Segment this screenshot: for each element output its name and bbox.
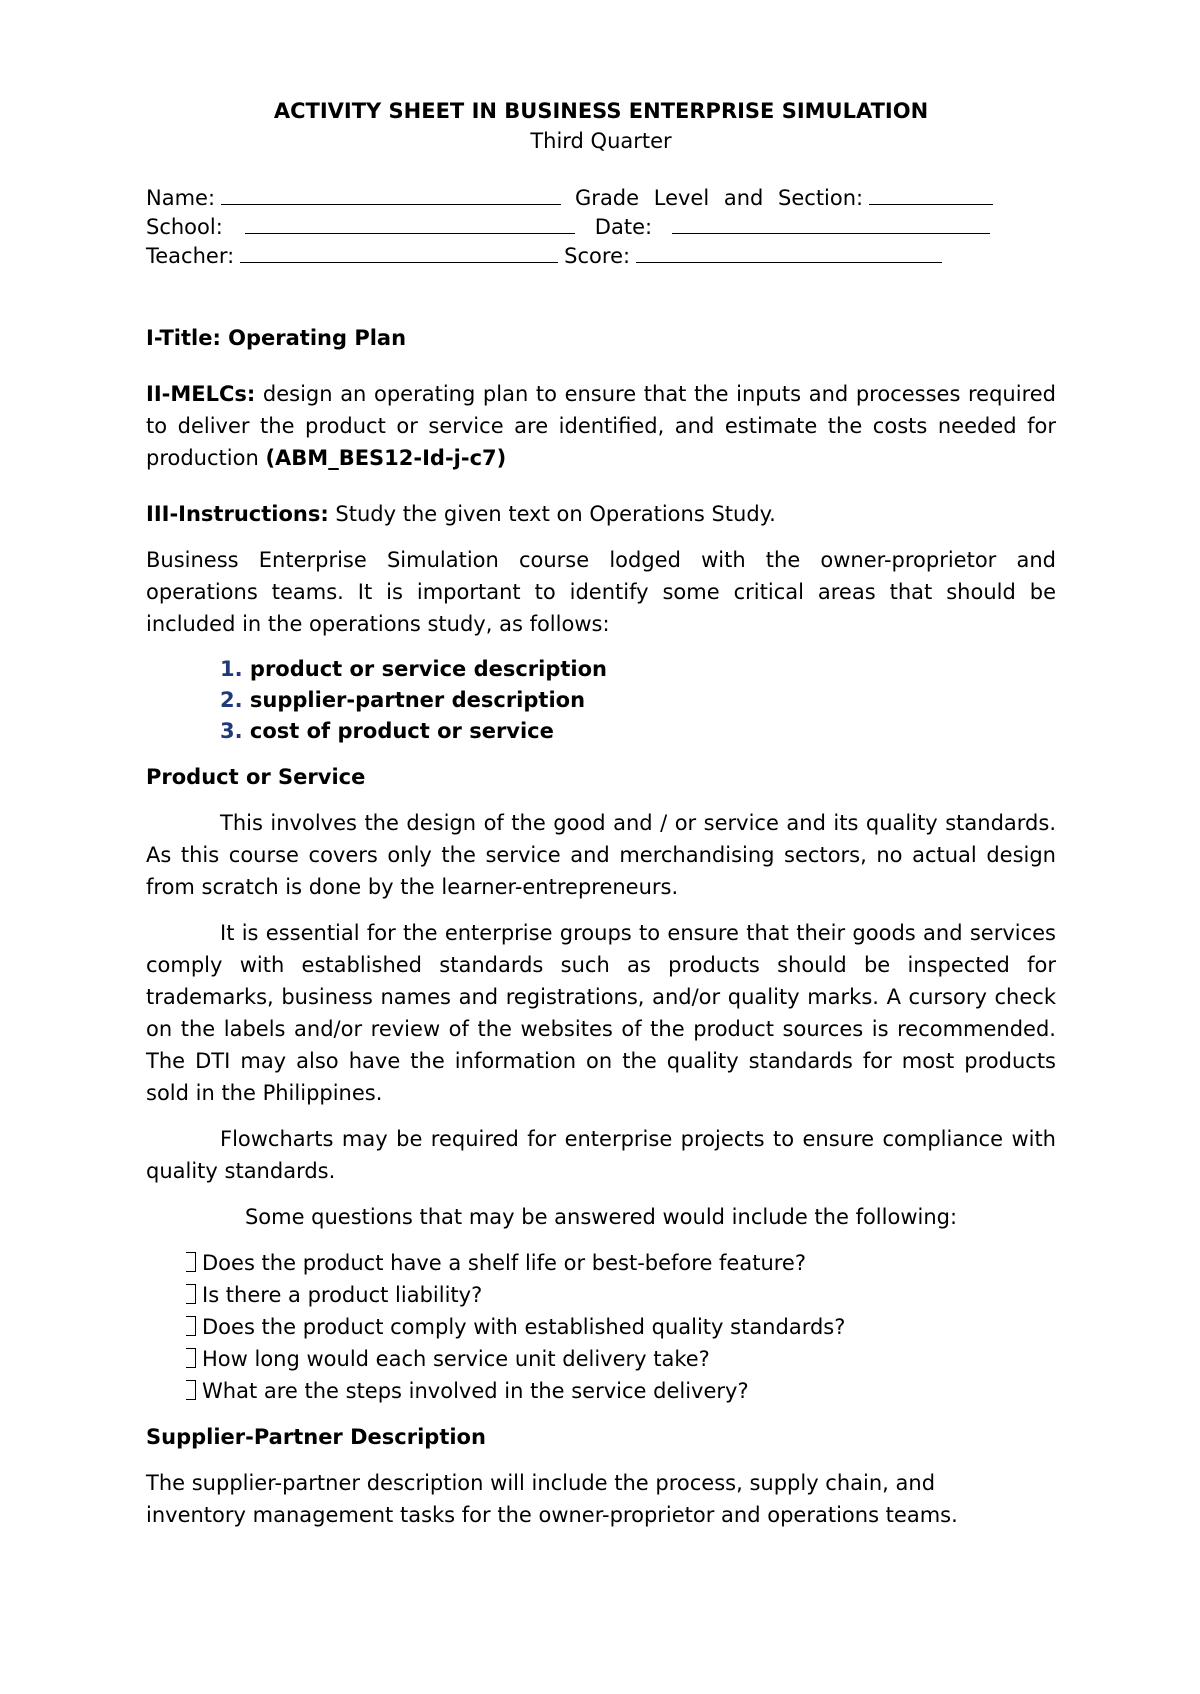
instructions-text: Study the given text on Operations Study. — [335, 502, 776, 526]
title-label: I-Title: — [146, 326, 221, 350]
product-paragraph-3: Flowcharts may be required for enterprise projects to ensure compliance with quality standards. — [146, 1127, 1056, 1183]
questions-list — [146, 1247, 1056, 1407]
title-section — [146, 322, 1056, 354]
list-number: 3. — [220, 719, 243, 743]
field-row-name-grade — [146, 184, 1056, 213]
grade-label: Grade Level and Section: — [575, 186, 864, 210]
list-item — [220, 716, 1056, 747]
document-subtitle: Third Quarter — [530, 129, 672, 153]
bullet-box-icon — [186, 1284, 196, 1304]
question-text: How long would each service unit delivery take? — [202, 1347, 710, 1371]
teacher-field[interactable] — [240, 242, 558, 263]
list-number: 1. — [220, 657, 243, 681]
score-label: Score: — [564, 244, 631, 268]
melcs-label: II-MELCs: — [146, 382, 256, 406]
list-item — [220, 685, 1056, 716]
bullet-box-icon — [186, 1252, 196, 1272]
supplier-heading: Supplier-Partner Description — [146, 1425, 486, 1449]
school-label: School: — [146, 215, 223, 239]
bullet-box-icon — [186, 1380, 196, 1400]
instructions-section — [146, 498, 1056, 530]
question-text: Does the product comply with established quality standards? — [202, 1315, 846, 1339]
date-label: Date: — [594, 215, 653, 239]
school-field[interactable] — [245, 213, 575, 234]
score-field[interactable] — [636, 242, 942, 263]
product-heading: Product or Service — [146, 765, 366, 789]
instructions-label: III-Instructions: — [146, 502, 329, 526]
bullet-box-icon — [186, 1348, 196, 1368]
list-number: 2. — [220, 688, 243, 712]
field-row-school-date — [146, 213, 1056, 242]
list-text: cost of product or service — [249, 719, 554, 743]
intro-paragraph: Business Enterprise Simulation course lodged with the owner-proprietor and operations teams. It is important to identify some critical areas that should be included in the operations study, as follows: — [146, 548, 1056, 636]
name-field[interactable] — [221, 184, 561, 205]
list-text: supplier-partner description — [249, 688, 586, 712]
grade-section-field[interactable] — [869, 184, 993, 205]
activity-sheet-page — [146, 96, 1056, 1531]
teacher-label: Teacher: — [146, 244, 235, 268]
melcs-code: (ABM_BES12-Id-j-c7) — [265, 446, 507, 470]
field-row-teacher-score — [146, 242, 1056, 271]
melcs-text: design an operating plan to ensure that the inputs and processes required to deliver the product or service are identified, and estimate the costs needed for production — [146, 382, 1056, 470]
name-label: Name: — [146, 186, 216, 210]
list-text: product or service description — [249, 657, 608, 681]
product-paragraph-2: It is essential for the enterprise groups to ensure that their goods and services comply with established standards such as products should be inspected for trademarks, business names and registrations, and/or quality marks. A cursory check on the labels and/or review of the websites of the product sources is recommended. The DTI may also have the information on the quality standards for most products sold in the Philippines. — [146, 921, 1056, 1105]
question-text: Does the product have a shelf life or best-before feature? — [202, 1251, 806, 1275]
bullet-box-icon — [186, 1316, 196, 1336]
document-title: ACTIVITY SHEET IN BUSINESS ENTERPRISE SIMULATION — [273, 99, 929, 123]
title-text: Operating Plan — [228, 326, 407, 350]
product-paragraph-1: This involves the design of the good and / or service and its quality standards. As this course covers only the service and merchandising sectors, no actual design from scratch is done by the learner-entrepreneurs. — [146, 811, 1056, 899]
list-item — [220, 654, 1056, 685]
questions-intro: Some questions that may be answered would include the following: — [244, 1205, 958, 1229]
question-text: Is there a product liability? — [202, 1283, 483, 1307]
list-item — [186, 1247, 1056, 1279]
critical-areas-list — [146, 654, 1056, 747]
list-item — [186, 1279, 1056, 1311]
list-item — [186, 1375, 1056, 1407]
supplier-paragraph-1: The supplier-partner description will include the process, supply chain, and inventory management tasks for the owner-proprietor and operations teams. — [146, 1471, 958, 1527]
date-field[interactable] — [672, 213, 990, 234]
question-text: What are the steps involved in the service delivery? — [202, 1379, 749, 1403]
list-item — [186, 1343, 1056, 1375]
melcs-section — [146, 378, 1056, 474]
list-item — [186, 1311, 1056, 1343]
